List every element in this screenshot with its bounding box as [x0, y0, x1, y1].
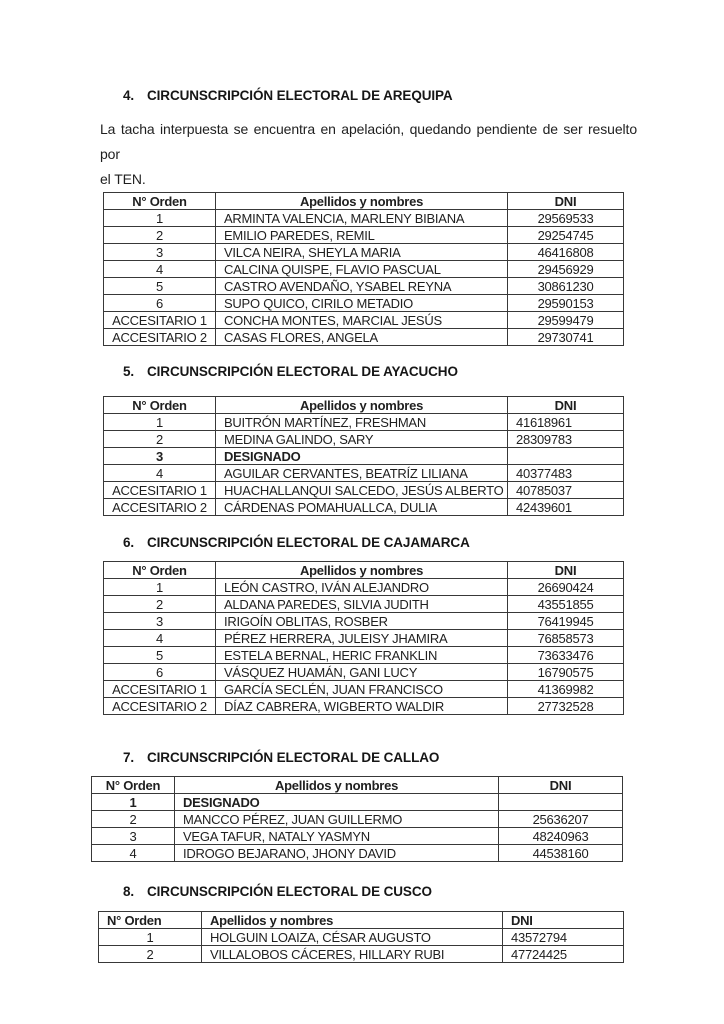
note-line-2: el TEN.: [100, 171, 146, 187]
cell-nombre: CÁRDENAS POMAHUALLCA, DULIA: [216, 499, 508, 516]
cell-nombre: MANCCO PÉREZ, JUAN GUILLERMO: [175, 811, 499, 828]
candidates-table-cusco: [98, 911, 624, 963]
column-header-dni: DNI: [499, 777, 623, 794]
column-header-nombres: Apellidos y nombres: [175, 777, 499, 794]
cell-orden: 3: [104, 244, 216, 261]
section-heading-cajamarca: [123, 535, 724, 550]
table-row: [104, 579, 624, 596]
cell-orden: ACCESITARIO 1: [104, 681, 216, 698]
cell-dni: 40377483: [508, 465, 624, 482]
note-paragraph: [100, 117, 637, 192]
table-row: [104, 630, 624, 647]
section-heading-ayacucho: [123, 364, 724, 379]
cell-orden: 1: [104, 414, 216, 431]
cell-nombre: CASTRO AVENDAÑO, YSABEL REYNA: [216, 278, 508, 295]
cell-orden: 4: [104, 261, 216, 278]
column-header-dni: DNI: [508, 562, 624, 579]
section-heading-arequipa: [123, 88, 724, 103]
column-header-nombres: Apellidos y nombres: [216, 562, 508, 579]
cell-dni: 29590153: [508, 295, 624, 312]
cell-dni: 43572794: [503, 929, 624, 946]
column-header-orden: N° Orden: [104, 397, 216, 414]
cell-nombre: HOLGUIN LOAIZA, CÉSAR AUGUSTO: [202, 929, 503, 946]
cell-nombre: IDROGO BEJARANO, JHONY DAVID: [175, 845, 499, 862]
cell-orden: 1: [99, 929, 202, 946]
column-header-nombres: Apellidos y nombres: [202, 912, 503, 929]
heading-title: CIRCUNSCRIPCIÓN ELECTORAL DE CALLAO: [147, 750, 440, 765]
cell-dni: 16790575: [508, 664, 624, 681]
cell-nombre: MEDINA GALINDO, SARY: [216, 431, 508, 448]
cell-orden: ACCESITARIO 2: [104, 499, 216, 516]
cell-dni: 27732528: [508, 698, 624, 715]
table-row: [104, 261, 624, 278]
cell-dni: 28309783: [508, 431, 624, 448]
candidates-table-arequipa: [103, 192, 624, 346]
heading-number: 4.: [123, 88, 135, 103]
cell-orden: 1: [92, 794, 175, 811]
heading-title: CIRCUNSCRIPCIÓN ELECTORAL DE AYACUCHO: [147, 364, 458, 379]
table-row: [92, 811, 623, 828]
cell-orden: 5: [104, 278, 216, 295]
cell-orden: 2: [104, 227, 216, 244]
candidates-table-ayacucho: [103, 396, 624, 516]
cell-dni: 26690424: [508, 579, 624, 596]
cell-orden: 1: [104, 210, 216, 227]
cell-dni: 76419945: [508, 613, 624, 630]
note-line-1: La tacha interpuesta se encuentra en apelación, quedando pendiente de ser resuelto por: [100, 121, 637, 162]
cell-orden: 1: [104, 579, 216, 596]
cell-orden: 3: [92, 828, 175, 845]
cell-dni: 40785037: [508, 482, 624, 499]
section-heading-cusco: [123, 884, 724, 899]
table-row: [99, 929, 624, 946]
cell-dni: 41369982: [508, 681, 624, 698]
table-row: [104, 278, 624, 295]
cell-nombre: AGUILAR CERVANTES, BEATRÍZ LILIANA: [216, 465, 508, 482]
column-header-nombres: Apellidos y nombres: [216, 397, 508, 414]
table-header-row: [92, 777, 623, 794]
table-row: [92, 794, 623, 811]
cell-nombre: BUITRÓN MARTÍNEZ, FRESHMAN: [216, 414, 508, 431]
heading-title: CIRCUNSCRIPCIÓN ELECTORAL DE AREQUIPA: [147, 88, 453, 103]
cell-nombre: VÁSQUEZ HUAMÁN, GANI LUCY: [216, 664, 508, 681]
cell-dni: 30861230: [508, 278, 624, 295]
cell-nombre: PÉREZ HERRERA, JULEISY JHAMIRA: [216, 630, 508, 647]
column-header-dni: DNI: [508, 193, 624, 210]
cell-dni: 42439601: [508, 499, 624, 516]
cell-nombre: CONCHA MONTES, MARCIAL JESÚS: [216, 312, 508, 329]
cell-dni: 29456929: [508, 261, 624, 278]
heading-number: 7.: [123, 750, 135, 765]
table-row: [104, 647, 624, 664]
table-row: [104, 431, 624, 448]
cell-orden: 2: [99, 946, 202, 963]
table-row: [99, 946, 624, 963]
table-header-row: [99, 912, 624, 929]
table-row: [104, 295, 624, 312]
cell-nombre: ALDANA PAREDES, SILVIA JUDITH: [216, 596, 508, 613]
cell-dni: 29730741: [508, 329, 624, 346]
table-row: [104, 244, 624, 261]
cell-orden: 4: [104, 630, 216, 647]
cell-nombre: ESTELA BERNAL, HERIC FRANKLIN: [216, 647, 508, 664]
cell-nombre: VILCA NEIRA, SHEYLA MARIA: [216, 244, 508, 261]
table-header-row: [104, 397, 624, 414]
table-row: [104, 596, 624, 613]
cell-dni: 25636207: [499, 811, 623, 828]
cell-orden: 6: [104, 295, 216, 312]
column-header-orden: N° Orden: [104, 193, 216, 210]
cell-dni: 47724425: [503, 946, 624, 963]
cell-nombre: DÍAZ CABRERA, WIGBERTO WALDIR: [216, 698, 508, 715]
cell-dni: 73633476: [508, 647, 624, 664]
table-row: [104, 681, 624, 698]
cell-dni: 44538160: [499, 845, 623, 862]
heading-number: 5.: [123, 364, 135, 379]
cell-orden: 2: [92, 811, 175, 828]
cell-dni: 41618961: [508, 414, 624, 431]
cell-dni: 76858573: [508, 630, 624, 647]
table-row: [104, 664, 624, 681]
column-header-orden: N° Orden: [92, 777, 175, 794]
cell-orden: 3: [104, 448, 216, 465]
table-row: [104, 613, 624, 630]
cell-orden: 5: [104, 647, 216, 664]
cell-orden: ACCESITARIO 1: [104, 482, 216, 499]
table-row: [104, 482, 624, 499]
cell-dni: [499, 794, 623, 811]
heading-number: 8.: [123, 884, 135, 899]
cell-dni: 29569533: [508, 210, 624, 227]
cell-orden: 2: [104, 596, 216, 613]
section-heading-callao: [123, 750, 724, 765]
table-row: [92, 845, 623, 862]
table-row: [104, 698, 624, 715]
table-header-row: [104, 193, 624, 210]
column-header-nombres: Apellidos y nombres: [216, 193, 508, 210]
cell-nombre: GARCÍA SECLÉN, JUAN FRANCISCO: [216, 681, 508, 698]
cell-nombre: EMILIO PAREDES, REMIL: [216, 227, 508, 244]
table-row: [104, 465, 624, 482]
column-header-orden: N° Orden: [99, 912, 202, 929]
cell-nombre: HUACHALLANQUI SALCEDO, JESÚS ALBERTO: [216, 482, 508, 499]
table-row: [104, 227, 624, 244]
cell-nombre: VILLALOBOS CÁCERES, HILLARY RUBI: [202, 946, 503, 963]
cell-orden: 3: [104, 613, 216, 630]
table-header-row: [104, 562, 624, 579]
cell-dni: 43551855: [508, 596, 624, 613]
cell-nombre: DESIGNADO: [175, 794, 499, 811]
table-row: [104, 312, 624, 329]
cell-orden: ACCESITARIO 2: [104, 329, 216, 346]
heading-title: CIRCUNSCRIPCIÓN ELECTORAL DE CUSCO: [147, 884, 432, 899]
cell-dni: 48240963: [499, 828, 623, 845]
table-row: [92, 828, 623, 845]
table-row: [104, 414, 624, 431]
cell-dni: 46416808: [508, 244, 624, 261]
cell-dni: [508, 448, 624, 465]
heading-title: CIRCUNSCRIPCIÓN ELECTORAL DE CAJAMARCA: [147, 535, 470, 550]
cell-nombre: VEGA TAFUR, NATALY YASMYN: [175, 828, 499, 845]
candidates-table-cajamarca: [103, 561, 624, 715]
cell-dni: 29254745: [508, 227, 624, 244]
cell-orden: 2: [104, 431, 216, 448]
cell-nombre: DESIGNADO: [216, 448, 508, 465]
column-header-dni: DNI: [503, 912, 624, 929]
cell-nombre: CALCINA QUISPE, FLAVIO PASCUAL: [216, 261, 508, 278]
column-header-orden: N° Orden: [104, 562, 216, 579]
cell-nombre: SUPO QUICO, CIRILO METADIO: [216, 295, 508, 312]
table-row: [104, 448, 624, 465]
candidates-table-callao: [91, 776, 623, 862]
cell-nombre: CASAS FLORES, ANGELA: [216, 329, 508, 346]
heading-number: 6.: [123, 535, 135, 550]
cell-orden: 4: [104, 465, 216, 482]
column-header-dni: DNI: [508, 397, 624, 414]
cell-orden: 4: [92, 845, 175, 862]
cell-nombre: ARMINTA VALENCIA, MARLENY BIBIANA: [216, 210, 508, 227]
table-row: [104, 499, 624, 516]
cell-nombre: IRIGOÍN OBLITAS, ROSBER: [216, 613, 508, 630]
cell-dni: 29599479: [508, 312, 624, 329]
cell-orden: ACCESITARIO 2: [104, 698, 216, 715]
table-row: [104, 329, 624, 346]
cell-orden: 6: [104, 664, 216, 681]
table-row: [104, 210, 624, 227]
cell-nombre: LEÓN CASTRO, IVÁN ALEJANDRO: [216, 579, 508, 596]
cell-orden: ACCESITARIO 1: [104, 312, 216, 329]
